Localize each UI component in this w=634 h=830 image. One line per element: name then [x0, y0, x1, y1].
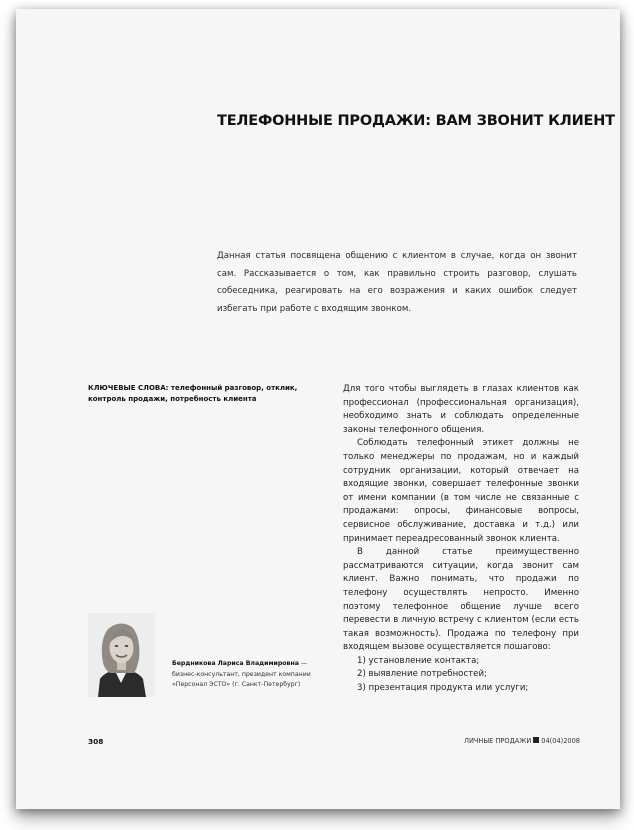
author-info — [172, 659, 326, 691]
author-photo — [88, 613, 155, 697]
article-body — [343, 383, 579, 696]
body-paragraph-2: Соблюдать телефонный этикет должны не только менеджеры по продажам, но и каждый сотрудник организации, который отвечает на входящие звонки, совершает телефонные звонки от имени компании (в том числе не связанные с продажами: опросы, финансовые вопросы, сервисное обслуживание, доставка и т.д.) или принимает переадресованный звонок клиента. — [343, 438, 579, 544]
steps-list — [343, 655, 579, 696]
step-item: 1) установление контакта; — [357, 655, 480, 666]
magazine-page — [16, 9, 620, 809]
journal-issue: 04(04)2008 — [541, 737, 580, 745]
step-item: 3) презентация продукта или услуги; — [357, 683, 529, 694]
separator-square-icon — [533, 737, 539, 743]
body-paragraph-3: В данной статье преимущественно рассматриваются ситуации, когда звонит сам клиент. Важно понимать, что продажи по телефону осуществлять непросто. Именно поэтому телефонное общение лучше всего перевести в личную встречу с клиентом (если есть такая возможность). Продажа по телефону при входящем вызове осуществляется пошагово: — [343, 547, 579, 653]
article-lead: Данная статья посвящена общению с клиентом в случае, когда он звонит сам. Рассказывается о том, как правильно строить разговор, слушать собеседника, реагировать на его возражения и каких ошибок следует избегать при работе с входящим звонком. — [217, 251, 577, 314]
article-title: ТЕЛЕФОННЫЕ ПРОДАЖИ: ВАМ ЗВОНИТ КЛИЕНТ — [217, 113, 615, 129]
author-name: Бердникова Лариса Владимировна — [172, 660, 299, 667]
journal-name: ЛИЧНЫЕ ПРОДАЖИ — [464, 737, 532, 745]
journal-footer — [464, 737, 580, 745]
body-paragraph-1: Для того чтобы выглядеть в глазах клиентов как профессионал (профессиональная организация), необходимо знать и соблюдать определенные законы телефонного общения. — [343, 384, 579, 435]
keywords: КЛЮЧЕВЫЕ СЛОВА: телефонный разговор, отклик, контроль продажи, потребность клиента — [88, 384, 298, 404]
step-item: 2) выявление потребностей; — [357, 669, 487, 680]
page-number: 308 — [88, 737, 104, 746]
author-bio: — бизнес-консультант, президент компании «Персонал ЭСТО» (г. Санкт-Петербург) — [172, 660, 311, 689]
